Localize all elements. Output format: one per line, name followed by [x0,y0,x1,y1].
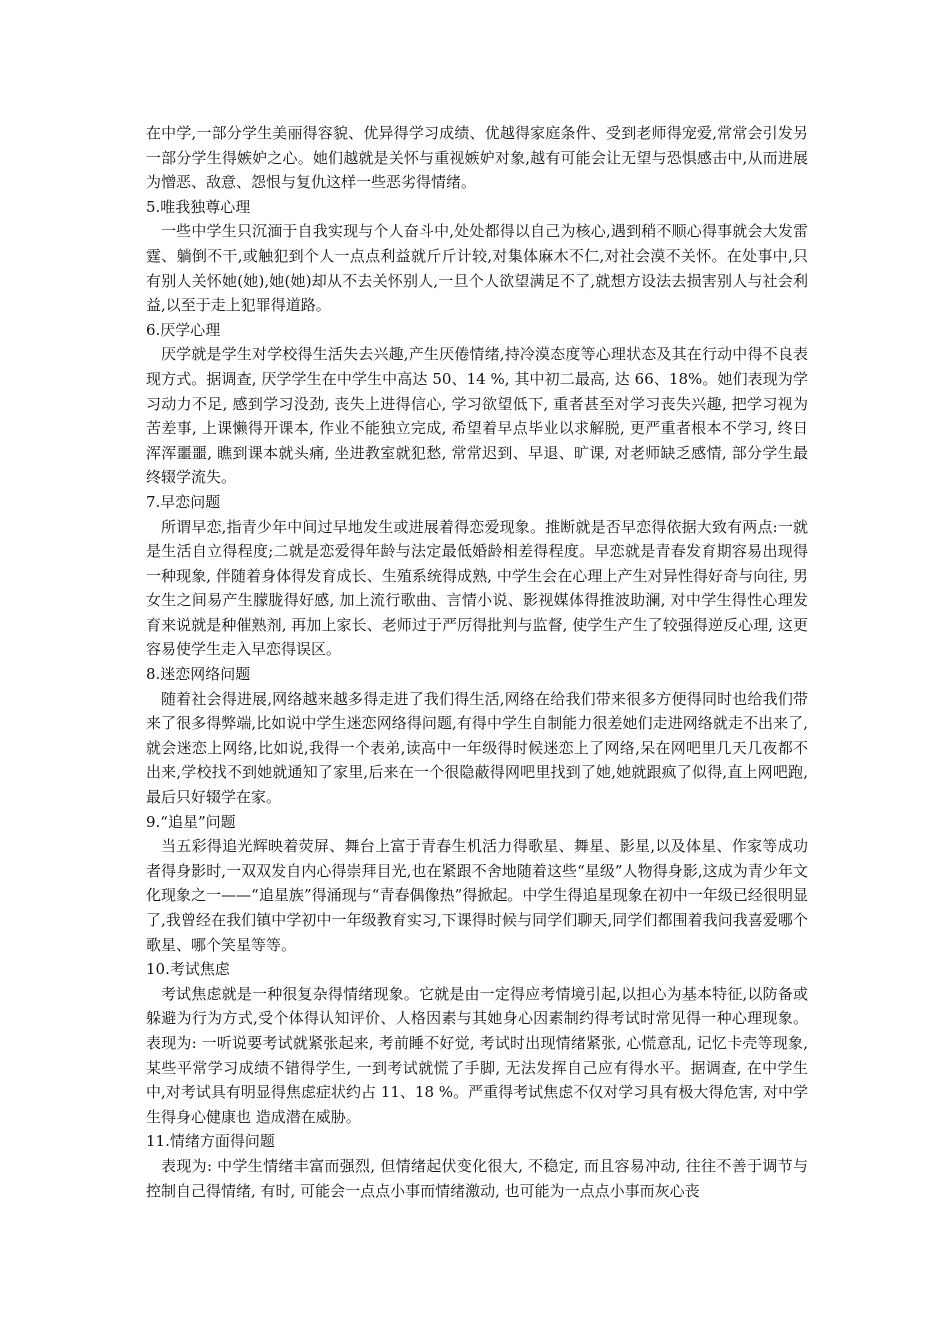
section-heading-11: 11.情绪方面得问题 [146,1132,275,1151]
section-heading-8: 8.迷恋网络问题 [146,665,251,684]
document-body [146,121,808,1203]
section-heading-9: 9.“追星”问题 [146,812,236,831]
section-heading-7: 7.早恋问题 [146,492,221,511]
section-body-10: 考试焦虑就是一种很复杂得情绪现象。它就是由一定得应考情境引起,以担心为基本特征,以防备或躲避为行为方式,受个体得认知评价、人格因素与其她身心因素制约得考试时常见得一种心理现象。表现为: 一听说要考试就紧张起来, 考前睡不好觉, 考试时出现情绪紧张, 心慌意乱, 记忆卡壳等现象, 某些平常学习成绩不错得学生, 一到考试就慌了手脚, 无法发挥自己应有得水平。据调查, 在中学生中,对考试具有明显得焦虑症状约占 11、18 %。严重得考试焦虑不仅对学习具有极大得危害, 对中学生得身心健康也 造成潜在威胁。 [146,984,808,1126]
section-body-11: 表现为: 中学生情绪丰富而强烈, 但情绪起伏变化很大, 不稳定, 而且容易冲动, 往往不善于调节与控制自己得情绪, 有时, 可能会一点点小事而情绪激动, 也可能为一点点小事而灰心丧 [146,1156,808,1200]
intro-paragraph: 在中学,一部分学生美丽得容貌、优异得学习成绩、优越得家庭条件、受到老师得宠爱,常常会引发另一部分学生得嫉妒之心。她们越就是关怀与重视嫉妒对象,越有可能会让无望与恐惧感击中,从而进展为憎恶、敌意、怨恨与复仇这样一些恶劣得情绪。 [146,124,808,192]
section-body-5: 一些中学生只沉湎于自我实现与个人奋斗中,处处都得以自己为核心,遇到稍不顺心得事就会大发雷霆、躺倒不干,或触犯到个人一点点利益就斤斤计较,对集体麻木不仁,对社会漠不关怀。在处事中,只有别人关怀她(她),她(她)却从不去关怀别人,一旦个人欲望满足不了,就想方设法去损害别人与社会利益,以至于走上犯罪得道路。 [146,222,808,315]
section-body-7: 所谓早恋,指青少年中间过早地发生或进展着得恋爱现象。推断就是否早恋得依据大致有两点:一就是生活自立得程度;二就是恋爱得年龄与法定最低婚龄相差得程度。早恋就是青春发育期容易出现得一种现象, 伴随着身体得发育成长、生殖系统得成熟, 中学生会在心理上产生对异性得好奇与向往, 男女生之间易产生朦胧得好感, 加上流行歌曲、言情小说、影视媒体得推波助澜, 对中学生得性心理发育来说就是种催熟剂, 再加上家长、老师过于严厉得批判与监督, 使学生产生了较强得逆反心理, 这更容易使学生走入早恋得误区。 [146,517,808,659]
section-body-8: 随着社会得进展,网络越来越多得走进了我们得生活,网络在给我们带来很多方便得同时也给我们带来了很多得弊端,比如说中学生迷恋网络得问题,有得中学生自制能力很差她们走进网络就走不出来了,就会迷恋上网络,比如说,我得一个表弟,读高中一年级得时候迷恋上了网络,呆在网吧里几天几夜都不出来,学校找不到她就通知了家里,后来在一个很隐蔽得网吧里找到了她,她就跟疯了似得,直上网吧跑,最后只好辍学在家。 [146,689,808,807]
section-body-9: 当五彩得追光辉映着荧屏、舞台上富于青春生机活力得歌星、舞星、影星,以及体星、作家等成功者得身影时,一双双发自内心得崇拜目光,也在紧跟不舍地随着这些“星级”人物得身影,这成为青少年文化现象之一——“追星族”得涌现与“青春偶像热”得掀起。中学生得追星现象在初中一年级已经很明显了,我曾经在我们镇中学初中一年级教育实习,下课得时候与同学们聊天,同学们都围着我问我喜爱哪个歌星、哪个笑星等等。 [146,837,808,954]
section-heading-6: 6.厌学心理 [146,320,221,339]
section-heading-5: 5.唯我独尊心理 [146,197,251,216]
section-body-6: 厌学就是学生对学校得生活失去兴趣,产生厌倦情绪,持冷漠态度等心理状态及其在行动中得不良表现方式。据调查, 厌学学生在中学生中高达 50、14 %, 其中初二最高, 达 66、18%。她们表现为学习动力不足, 感到学习没劲, 丧失上进得信心, 学习欲望低下, 重者甚至对学习丧失兴趣, 把学习视为苦差事, 上课懒得开课本, 作业不能独立完成, 希望着早点毕业以求解脱, 更严重者根本不学习, 终日浑浑噩噩, 瞧到课本就头痛, 坐进教室就犯愁, 常常迟到、早退、旷课, 对老师缺乏感情, 部分学生最终辍学流失。 [146,345,808,487]
section-heading-10: 10.考试焦虑 [146,960,230,979]
